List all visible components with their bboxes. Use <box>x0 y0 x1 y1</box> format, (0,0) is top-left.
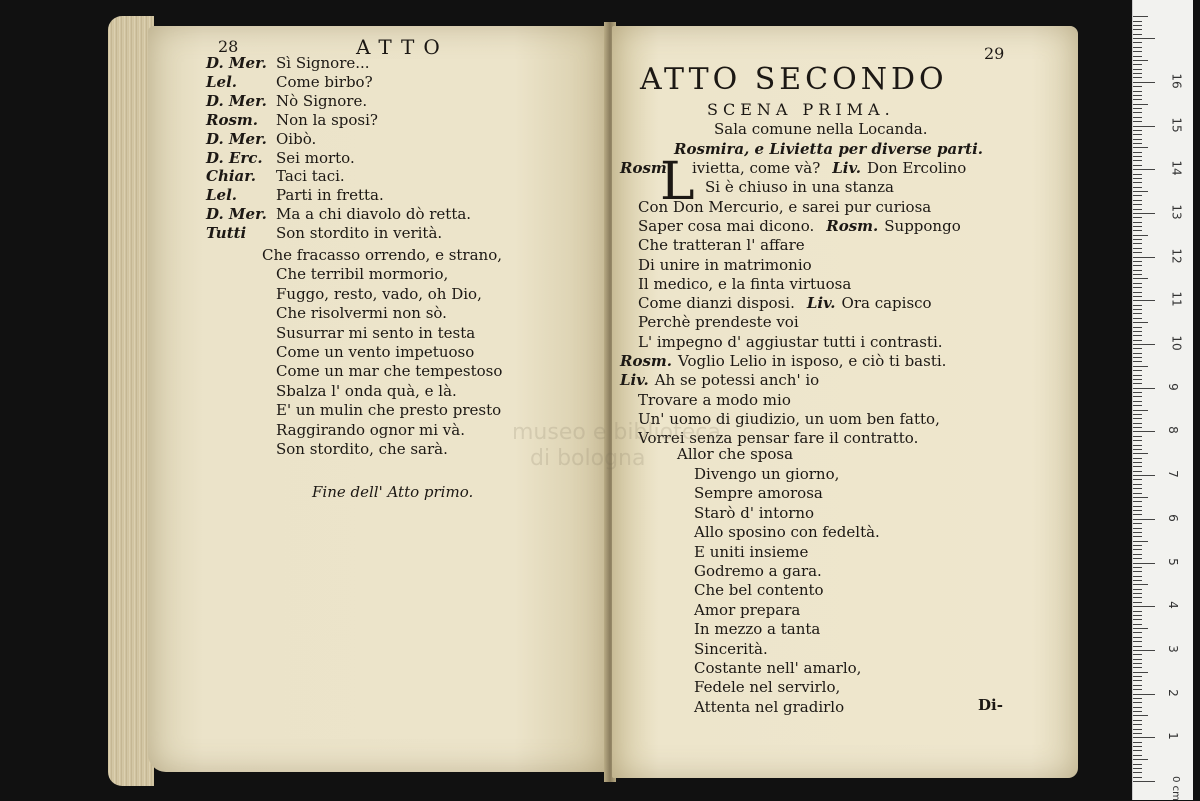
speaker-name: Chiar. <box>206 167 257 186</box>
ruler-tick <box>1133 287 1142 288</box>
verse-line: Come un mar che tempestoso <box>276 362 503 381</box>
ruler-tick <box>1133 624 1142 625</box>
ruler-tick <box>1133 95 1142 96</box>
ruler-number: 8 <box>1165 426 1180 435</box>
ruler-tick <box>1133 563 1155 564</box>
ruler-tick <box>1133 335 1142 336</box>
ruler-tick <box>1133 558 1142 559</box>
ruler-number: 12 <box>1169 247 1184 264</box>
ruler-unit-label: 0 cm <box>1169 776 1181 801</box>
ruler-tick <box>1133 475 1155 476</box>
ruler-tick <box>1133 685 1142 686</box>
ruler-tick <box>1133 611 1142 612</box>
ruler-number: 9 <box>1165 382 1180 391</box>
ruler-tick <box>1133 108 1142 109</box>
watermark-line-2: di bologna <box>530 446 646 471</box>
spoken-line: Si è chiuso in una stanza <box>705 178 894 197</box>
closing-line: Fine dell' Atto primo. <box>312 483 474 501</box>
left-page-number: 28 <box>218 37 239 56</box>
ruler-tick <box>1133 672 1148 673</box>
ruler-tick <box>1133 147 1148 148</box>
ruler-tick <box>1133 230 1142 231</box>
verse-line: Che risolvermi non sò. <box>276 304 447 323</box>
ruler-tick <box>1133 453 1148 454</box>
verse-line: E' un mulin che presto presto <box>276 401 502 420</box>
ruler-tick <box>1133 418 1142 419</box>
ruler-tick <box>1133 545 1142 546</box>
library-watermark <box>512 420 721 472</box>
ruler-tick <box>1133 554 1142 555</box>
ruler-tick <box>1133 501 1142 502</box>
ruler-tick <box>1133 16 1148 17</box>
ruler-tick <box>1133 711 1142 712</box>
ruler-tick <box>1133 663 1142 664</box>
ruler-tick <box>1133 283 1142 284</box>
verse-line: Costante nell' amarlo, <box>694 659 862 677</box>
ruler-tick <box>1133 733 1142 734</box>
dialogue-line <box>206 54 370 72</box>
spoken-line: Non la sposi? <box>276 110 378 129</box>
ruler-number: 5 <box>1165 557 1180 566</box>
dialogue-line <box>620 371 819 389</box>
ruler-tick <box>1133 239 1142 240</box>
speaker-name: Rosm. <box>620 352 673 370</box>
ruler-tick <box>1133 641 1142 642</box>
spoken-line: Don Ercolino <box>866 159 967 177</box>
ruler-tick <box>1133 143 1142 144</box>
dialogue-line <box>206 205 471 223</box>
spoken-line: Nò Signore. <box>276 91 368 110</box>
ruler-tick <box>1133 414 1142 415</box>
ruler-tick <box>1133 160 1142 161</box>
ruler-tick <box>1133 243 1142 244</box>
dialogue-line <box>206 130 316 148</box>
ruler-tick <box>1133 126 1155 127</box>
ruler-tick <box>1133 401 1142 402</box>
dialogue-line <box>206 92 367 110</box>
spoken-line: Trovare a modo mio <box>638 390 791 409</box>
speaker-name: D. Mer. <box>206 205 267 224</box>
ruler-tick <box>1133 462 1142 463</box>
spoken-line: Con Don Mercurio, e sarei pur curiosa <box>638 197 932 216</box>
ruler-tick <box>1133 680 1142 681</box>
dialogue-line <box>638 391 791 409</box>
spoken-line: Come dianzi disposi. <box>638 294 795 313</box>
spoken-line: ivietta, come và? <box>692 159 821 177</box>
ruler-tick <box>1133 47 1142 48</box>
ruler-tick <box>1133 396 1142 397</box>
ruler-tick <box>1133 56 1142 57</box>
ruler-tick <box>1133 21 1142 22</box>
ruler-tick <box>1133 646 1142 647</box>
speaker-name: Liv. <box>620 371 649 390</box>
ruler-tick <box>1133 104 1148 105</box>
ruler-tick <box>1133 204 1142 205</box>
ruler-tick <box>1133 777 1142 778</box>
scene-setting: Sala comune nella Locanda. <box>714 120 928 138</box>
dialogue-line <box>638 217 961 235</box>
ruler-tick <box>1133 458 1142 459</box>
ruler-tick <box>1133 519 1155 520</box>
dialogue-line <box>620 159 966 177</box>
aria-intro: Allor che sposa <box>677 445 794 463</box>
ruler-tick <box>1133 366 1148 367</box>
ruler-tick <box>1133 379 1142 380</box>
ruler-tick <box>1133 410 1148 411</box>
ruler-tick <box>1133 541 1148 542</box>
ruler-number: 10 <box>1169 335 1184 351</box>
ruler-tick <box>1133 667 1142 668</box>
ruler-tick <box>1133 156 1142 157</box>
ruler-tick <box>1133 309 1142 310</box>
ruler-tick <box>1133 466 1142 467</box>
dialogue-line <box>206 111 378 129</box>
ruler-tick <box>1133 313 1142 314</box>
ruler-tick <box>1133 388 1155 389</box>
speaker-name: D. Erc. <box>206 148 263 167</box>
ruler-tick <box>1133 584 1148 585</box>
ruler-tick <box>1133 427 1142 428</box>
ruler-tick <box>1133 383 1142 384</box>
ruler-tick <box>1133 361 1142 362</box>
verse-line: Amor prepara <box>694 600 801 619</box>
ruler-tick <box>1133 296 1142 297</box>
dialogue-line <box>638 236 805 254</box>
measurement-ruler <box>1132 0 1193 800</box>
verse-line: Godremo a gara. <box>694 562 822 580</box>
ruler-tick <box>1133 195 1142 196</box>
ruler-tick <box>1133 327 1142 328</box>
ruler-tick <box>1133 431 1155 432</box>
ruler-tick <box>1133 746 1142 747</box>
ruler-tick <box>1133 121 1142 122</box>
ruler-number: 1 <box>1165 732 1180 741</box>
ruler-tick <box>1133 278 1148 279</box>
ruler-tick <box>1133 632 1142 633</box>
verse-line: Che fracasso orrendo, e strano, <box>262 246 503 264</box>
ruler-tick <box>1133 42 1142 43</box>
ruler-tick <box>1133 226 1142 227</box>
ruler-tick <box>1133 571 1142 572</box>
ruler-tick <box>1133 479 1142 480</box>
ruler-tick <box>1133 235 1148 236</box>
ruler-tick <box>1133 755 1142 756</box>
verse-line: Son stordito, che sarà. <box>276 440 448 458</box>
spoken-line: Sì Signore... <box>276 54 370 72</box>
ruler-tick <box>1133 348 1142 349</box>
dialogue-line <box>638 313 799 331</box>
ruler-tick <box>1133 689 1142 690</box>
ruler-tick <box>1133 628 1148 629</box>
ruler-tick <box>1133 549 1142 550</box>
right-page-number: 29 <box>984 44 1005 63</box>
watermark-line-1: museo e biblioteca <box>512 420 721 445</box>
ruler-tick <box>1133 169 1155 170</box>
ruler-number: 4 <box>1165 601 1180 610</box>
ruler-tick <box>1133 510 1142 511</box>
ruler-tick <box>1133 589 1142 590</box>
speaker-name: Lel. <box>206 72 238 91</box>
ruler-tick <box>1133 77 1142 78</box>
ruler-tick <box>1133 436 1142 437</box>
spoken-line: Come birbo? <box>276 72 373 91</box>
ruler-tick <box>1133 248 1142 249</box>
ruler-tick <box>1133 528 1142 529</box>
ruler-number: 7 <box>1165 470 1180 478</box>
ruler-tick <box>1133 449 1142 450</box>
ruler-tick <box>1133 174 1142 175</box>
speaker-name: D. Mer. <box>206 91 267 110</box>
spoken-line: Oibò. <box>276 129 317 148</box>
verse-line: Allo sposino con fedeltà. <box>694 523 880 542</box>
ruler-tick <box>1133 781 1155 782</box>
ruler-tick <box>1133 729 1142 730</box>
ruler-number: 2 <box>1165 688 1180 697</box>
ruler-number: 11 <box>1169 291 1184 307</box>
ruler-number: 15 <box>1169 116 1184 133</box>
dialogue-line <box>638 294 932 312</box>
spoken-line: Di unire in matrimonio <box>638 255 812 274</box>
dialogue-line <box>206 224 442 242</box>
dialogue-line <box>206 186 384 204</box>
verse-line: Raggirando ognor mi và. <box>276 420 465 439</box>
ruler-tick <box>1133 488 1142 489</box>
ruler-tick <box>1133 300 1155 301</box>
spoken-line: Taci taci. <box>276 167 345 186</box>
ruler-tick <box>1133 357 1142 358</box>
ruler-tick <box>1133 606 1155 607</box>
ruler-tick <box>1133 73 1142 74</box>
spoken-line: Il medico, e la finta virtuosa <box>638 274 852 293</box>
ruler-tick <box>1133 29 1142 30</box>
ruler-tick <box>1133 340 1142 341</box>
ruler-tick <box>1133 99 1142 100</box>
ruler-tick <box>1133 580 1142 581</box>
ruler-tick <box>1133 60 1148 61</box>
ruler-tick <box>1133 715 1148 716</box>
ruler-tick <box>1133 38 1155 39</box>
speaker-name: Liv. <box>832 159 861 177</box>
ruler-number: 16 <box>1169 73 1184 89</box>
ruler-tick <box>1133 331 1142 332</box>
verse-line: E uniti insieme <box>694 542 809 561</box>
ruler-tick <box>1133 750 1142 751</box>
spoken-line: Perchè prendeste voi <box>638 313 799 332</box>
verse-line: Come un vento impetuoso <box>276 343 475 361</box>
ruler-tick <box>1133 191 1148 192</box>
ruler-tick <box>1133 305 1142 306</box>
ruler-tick <box>1133 597 1142 598</box>
ruler-tick <box>1133 165 1142 166</box>
ruler-tick <box>1133 768 1142 769</box>
speaker-name: Liv. <box>806 294 836 313</box>
ruler-tick <box>1133 764 1142 765</box>
dialogue-line <box>206 73 373 91</box>
ruler-tick <box>1133 471 1142 472</box>
ruler-tick <box>1133 134 1142 135</box>
left-page-header: ATTO <box>356 35 449 59</box>
ruler-tick <box>1133 567 1142 568</box>
ruler-tick <box>1133 200 1142 201</box>
ruler-tick <box>1133 445 1142 446</box>
spoken-line: Ma a chi diavolo dò retta. <box>276 205 472 224</box>
ruler-tick <box>1133 392 1142 393</box>
ruler-number: 6 <box>1165 513 1180 522</box>
ruler-tick <box>1133 51 1142 52</box>
ruler-tick <box>1133 353 1142 354</box>
ruler-tick <box>1133 532 1142 533</box>
ruler-tick <box>1133 274 1142 275</box>
ruler-tick <box>1133 344 1155 345</box>
ruler-tick <box>1133 213 1155 214</box>
ruler-tick <box>1133 423 1142 424</box>
verse-line: Fuggo, resto, vado, oh Dio, <box>276 284 482 303</box>
dialogue-line <box>206 167 345 185</box>
verse-line: Sempre amorosa <box>694 484 823 503</box>
ruler-tick <box>1133 659 1142 660</box>
ruler-tick <box>1133 619 1142 620</box>
spoken-line: Che tratteran l' affare <box>638 236 805 255</box>
verse-line: Che terribil mormorio, <box>276 265 449 284</box>
ruler-tick <box>1133 91 1142 92</box>
spoken-line: L' impegno d' aggiustar tutti i contrasti. <box>638 332 943 351</box>
ruler-tick <box>1133 772 1142 773</box>
ruler-tick <box>1133 707 1142 708</box>
speaker-name: Rosm. <box>206 110 259 129</box>
dialogue-line <box>638 333 943 351</box>
speaker-name: Lel. <box>206 186 238 205</box>
ruler-tick <box>1133 497 1148 498</box>
ruler-tick <box>1133 484 1142 485</box>
ruler-tick <box>1133 182 1142 183</box>
ruler-tick <box>1133 265 1142 266</box>
act-title: ATTO SECONDO <box>640 62 948 97</box>
ruler-tick <box>1133 222 1142 223</box>
verse-line: In mezzo a tanta <box>694 620 821 639</box>
drop-cap-letter: L <box>660 152 695 212</box>
ruler-number: 14 <box>1169 160 1184 176</box>
speaker-name: D. Mer. <box>206 129 267 148</box>
ruler-tick <box>1133 370 1142 371</box>
ruler-tick <box>1133 139 1142 140</box>
ruler-tick <box>1133 440 1142 441</box>
ruler-tick <box>1133 82 1155 83</box>
speaker-name: Rosm. <box>826 216 879 235</box>
speaker-name: Tutti <box>206 224 247 243</box>
ruler-tick <box>1133 506 1142 507</box>
ruler-tick <box>1133 261 1142 262</box>
verse-line: Attenta nel gradirlo <box>694 697 845 716</box>
dialogue-line <box>620 352 946 370</box>
spoken-line: Son stordito in verità. <box>276 224 443 243</box>
ruler-tick <box>1133 209 1142 210</box>
speaker-name: Rosm. <box>620 159 673 177</box>
dialogue-line <box>638 275 851 293</box>
ruler-tick <box>1133 187 1142 188</box>
ruler-tick <box>1133 637 1142 638</box>
dialogue-line <box>705 178 894 196</box>
dialogue-line <box>638 198 931 216</box>
verse-line: Che bel contento <box>694 581 824 600</box>
verse-line: Divengo un giorno, <box>694 465 840 483</box>
ruler-tick <box>1133 702 1142 703</box>
dialogue-line <box>638 256 812 274</box>
ruler-tick <box>1133 322 1148 323</box>
ruler-tick <box>1133 252 1142 253</box>
ruler-tick <box>1133 650 1155 651</box>
ruler-tick <box>1133 64 1142 65</box>
ruler-tick <box>1133 69 1142 70</box>
spoken-line: Saper cosa mai dicono. <box>638 216 815 235</box>
ruler-tick <box>1133 514 1142 515</box>
ruler-tick <box>1133 257 1155 258</box>
verse-line: Sincerità. <box>694 639 768 658</box>
ruler-tick <box>1133 270 1142 271</box>
stage-direction: Rosmira, e Livietta per diverse parti. <box>674 140 983 158</box>
ruler-tick <box>1133 593 1142 594</box>
ruler-tick <box>1133 654 1142 655</box>
ruler-tick <box>1133 493 1142 494</box>
ruler-tick <box>1133 25 1142 26</box>
ruler-number: 3 <box>1165 645 1180 653</box>
spoken-line: Vorrei senza pensar fare il contratto. <box>638 429 919 448</box>
ruler-tick <box>1133 698 1142 699</box>
spoken-line: Parti in fretta. <box>276 186 384 205</box>
spoken-line: Sei morto. <box>276 148 355 167</box>
ruler-tick <box>1133 86 1142 87</box>
verse-line: Starò d' intorno <box>694 503 815 522</box>
dialogue-line <box>206 149 355 167</box>
verse-line: Sbalza l' onda quà, e là. <box>276 381 457 400</box>
ruler-tick <box>1133 405 1142 406</box>
ruler-tick <box>1133 375 1142 376</box>
verse-line: Susurrar mi sento in testa <box>276 323 476 342</box>
ruler-tick <box>1133 292 1142 293</box>
spoken-line: Ah se potessi anch' io <box>654 371 820 390</box>
ruler-tick <box>1133 676 1142 677</box>
ruler-tick <box>1133 694 1155 695</box>
ruler-tick <box>1133 742 1142 743</box>
ruler-tick <box>1133 724 1142 725</box>
spoken-line: Suppongo <box>884 216 961 235</box>
spoken-line: Ora capisco <box>841 294 932 313</box>
ruler-tick <box>1133 178 1142 179</box>
ruler-tick <box>1133 737 1155 738</box>
ruler-tick <box>1133 536 1142 537</box>
ruler-tick <box>1133 576 1142 577</box>
verse-line: Fedele nel servirlo, <box>694 678 841 697</box>
ruler-tick <box>1133 34 1142 35</box>
ruler-tick <box>1133 117 1142 118</box>
speaker-name: D. Mer. <box>206 54 267 72</box>
catchword: Di- <box>978 696 1003 714</box>
ruler-tick <box>1133 759 1148 760</box>
ruler-tick <box>1133 217 1142 218</box>
ruler-tick <box>1133 720 1142 721</box>
ruler-tick <box>1133 112 1142 113</box>
ruler-tick <box>1133 130 1142 131</box>
ruler-tick <box>1133 602 1142 603</box>
ruler-tick <box>1133 318 1142 319</box>
ruler-tick <box>1133 152 1142 153</box>
ruler-number: 13 <box>1169 204 1184 220</box>
ruler-tick <box>1133 615 1142 616</box>
spoken-line: Voglio Lelio in isposo, e ciò ti basti. <box>678 352 947 370</box>
spoken-line: Un' uomo di giudizio, un uom ben fatto, <box>638 409 940 428</box>
scene-heading: SCENA PRIMA. <box>707 100 895 119</box>
ruler-tick <box>1133 523 1142 524</box>
